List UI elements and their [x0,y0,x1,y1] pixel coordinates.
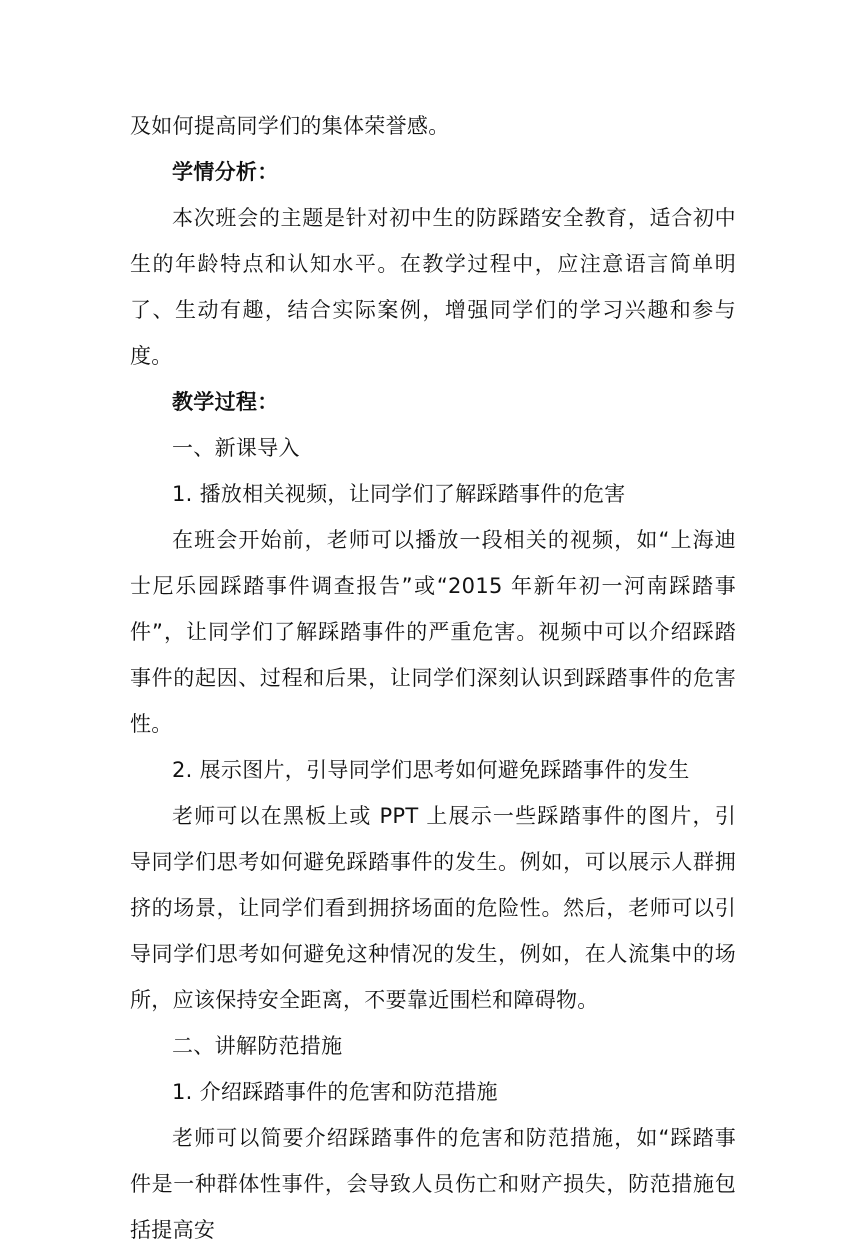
document-body [130,103,736,1253]
paragraph-learning-analysis: 本次班会的主题是针对初中生的防踩踏安全教育，适合初中生的年龄特点和认知水平。在教学过程中，应注意语言简单明了、生动有趣，结合实际案例，增强同学们的学习兴趣和参与度。 [130,206,736,368]
list-item-1-1: 1. 播放相关视频，让同学们了解踩踏事件的危害 [172,482,626,506]
heading-teaching-process: 教学过程： [172,390,279,414]
list-item-2-1: 1. 介绍踩踏事件的危害和防范措施 [172,1080,498,1104]
paragraph-measures: 老师可以简要介绍踩踏事件的危害和防范措施，如“踩踏事件是一种群体性事件，会导致人员伤亡和财产损失，防范措施包括提高安 [130,1126,736,1242]
section-heading-2: 二、讲解防范措施 [172,1034,343,1058]
paragraph-continuation: 及如何提高同学们的集体荣誉感。 [130,114,450,138]
paragraph-pictures: 老师可以在黑板上或 PPT 上展示一些踩踏事件的图片，引导同学们思考如何避免踩踏事件的发生。例如，可以展示人群拥挤的场景，让同学们看到拥挤场面的危险性。然后，老师可以引导同学们思考如何避免这种情况的发生，例如，在人流集中的场所，应该保持安全距离，不要靠近围栏和障碍物。 [130,804,736,1012]
heading-learning-analysis: 学情分析： [172,160,279,184]
section-heading-1: 一、新课导入 [172,436,300,460]
list-item-1-2: 2. 展示图片，引导同学们思考如何避免踩踏事件的发生 [172,758,690,782]
paragraph-video: 在班会开始前，老师可以播放一段相关的视频，如“上海迪士尼乐园踩踏事件调查报告”或“2015 年新年初一河南踩踏事件”，让同学们了解踩踏事件的严重危害。视频中可以介绍踩踏事件的起因、过程和后果，让同学们深刻认识到踩踏事件的危害性。 [130,528,736,736]
